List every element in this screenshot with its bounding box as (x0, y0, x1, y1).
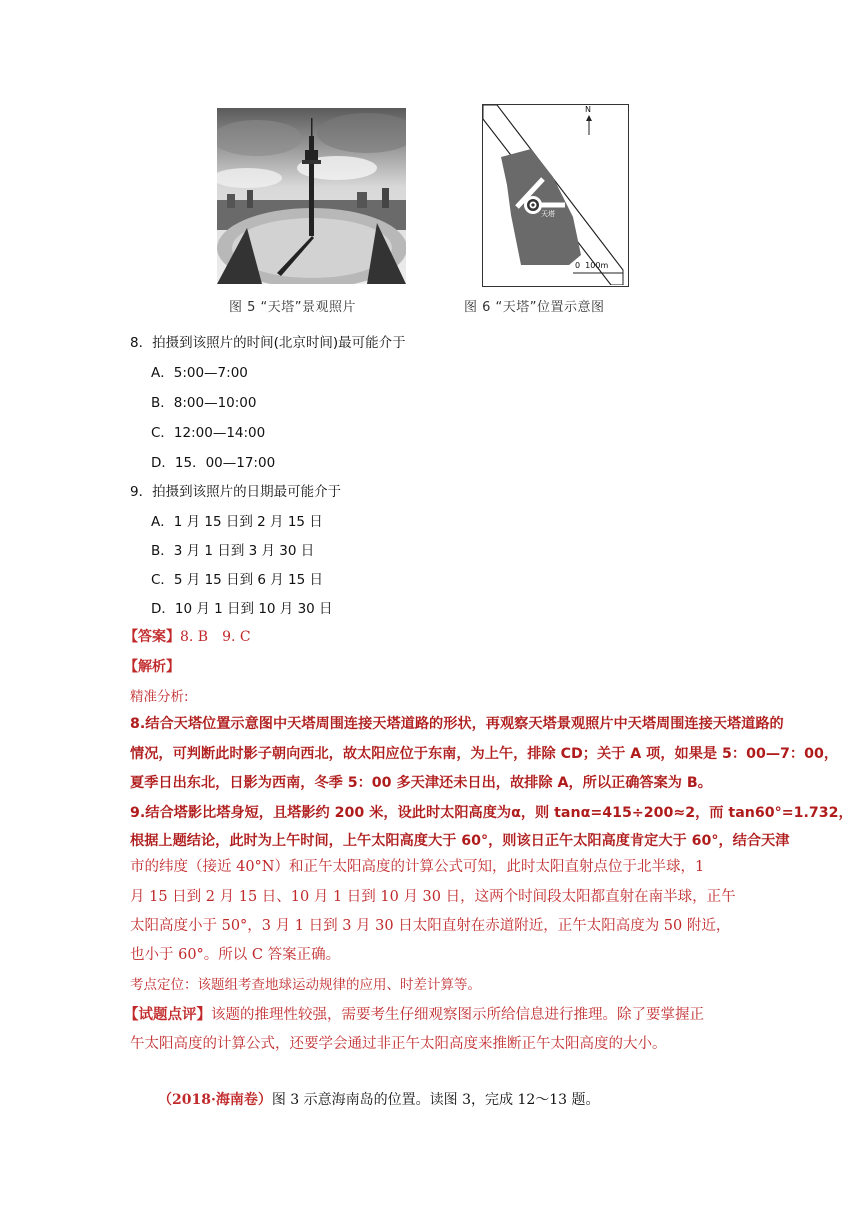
fig6-caption: 图 6 “天塔”位置示意图 (464, 300, 605, 315)
map-tower-label: 天塔 (541, 210, 555, 218)
question-9-option-d: D．10 月 1 日到 10 月 30 日 (151, 601, 333, 617)
tower-location-map (482, 104, 629, 287)
answer-line (124, 626, 251, 646)
question-8-option-d: D．15．00—17:00 (151, 455, 276, 471)
answer-value: 8. B 9. C (180, 629, 251, 645)
analysis-line-8: 太阳高度小于 50°，3 月 1 日到 3 月 30 日太阳直射在赤道附近，正午太阳高度为 50 附近， (130, 918, 731, 934)
question-8-option-c: C．12:00—14:00 (151, 425, 266, 441)
analysis-label: 【解析】 (124, 659, 180, 675)
answer-label: 【答案】 (124, 629, 180, 645)
question-8-option-a: A．5:00—7:00 (151, 365, 248, 381)
review-label: 【试题点评】 (124, 1006, 211, 1023)
analysis-line-5: 根据上题结论，此时为上午时间，上午太阳高度大于 60°，则该日正午太阳高度肯定大于 60°，结合天津 (130, 833, 790, 849)
review-text-2: 午太阳高度的计算公式，还要学会通过非正午太阳高度来推断正午太阳高度的大小。 (130, 1036, 667, 1052)
review-line-1 (124, 1003, 704, 1024)
analysis-line-2: 情况，可判断此时影子朝向西北，故太阳应位于东南，为上午，排除 CD；关于 A 项，如果是 5：00—7：00， (130, 746, 839, 762)
tower-landscape-photo (217, 108, 406, 284)
question-8-option-b: B．8:00—10:00 (151, 395, 257, 411)
next-question-source: （2018·海南卷） (158, 1092, 272, 1108)
question-8-stem: 8．拍摄到该照片的时间(北京时间)最可能介于 (130, 335, 406, 351)
next-question-text: 图 3 示意海南岛的位置。读图 3，完成 12～13 题。 (271, 1092, 600, 1108)
question-9-option-a: A．1 月 15 日到 2 月 15 日 (151, 514, 323, 530)
kaodian-line: 考点定位：该题组考查地球运动规律的应用、时差计算等。 (130, 977, 481, 993)
analysis-line-7: 月 15 日到 2 月 15 日、10 月 1 日到 10 月 30 日，这两个时间段太阳都直射在南半球，正午 (130, 889, 736, 905)
fig5-caption: 图 5 “天塔”景观照片 (229, 300, 357, 315)
question-9-option-b: B．3 月 1 日到 3 月 30 日 (151, 543, 315, 559)
map-north-label: N (585, 105, 591, 114)
review-text-1: 该题的推理性较强，需要考生仔细观察图示所给信息进行推理。除了要掌握正 (211, 1007, 704, 1023)
analysis-line-3: 夏季日出东北，日影为西南，冬季 5：00 多天津还未日出，故排除 A，所以正确答案为 B。 (130, 775, 712, 791)
map-scale-label: 0 100m (575, 261, 609, 270)
analysis-line-1: 8.结合天塔位置示意图中天塔周围连接天塔道路的形状，再观察天塔景观照片中天塔周围连接天塔道路的 (130, 716, 784, 732)
analysis-line-9: 也小于 60°。所以 C 答案正确。 (130, 947, 341, 963)
analysis-line-4: 9.结合塔影比塔身短，且塔影约 200 米，设此时太阳高度为α，则 tanα=415÷200≈2，而 tan60°=1.732， (130, 805, 853, 821)
question-9-option-c: C．5 月 15 日到 6 月 15 日 (151, 572, 323, 588)
next-question-line (158, 1089, 600, 1109)
question-9-stem: 9．拍摄到该照片的日期最可能介于 (130, 484, 342, 500)
analysis-line-6: 市的纬度（接近 40°N）和正午太阳高度的计算公式可知，此时太阳直射点位于北半球，1 (130, 859, 705, 875)
analysis-intro: 精准分析: (130, 689, 189, 705)
